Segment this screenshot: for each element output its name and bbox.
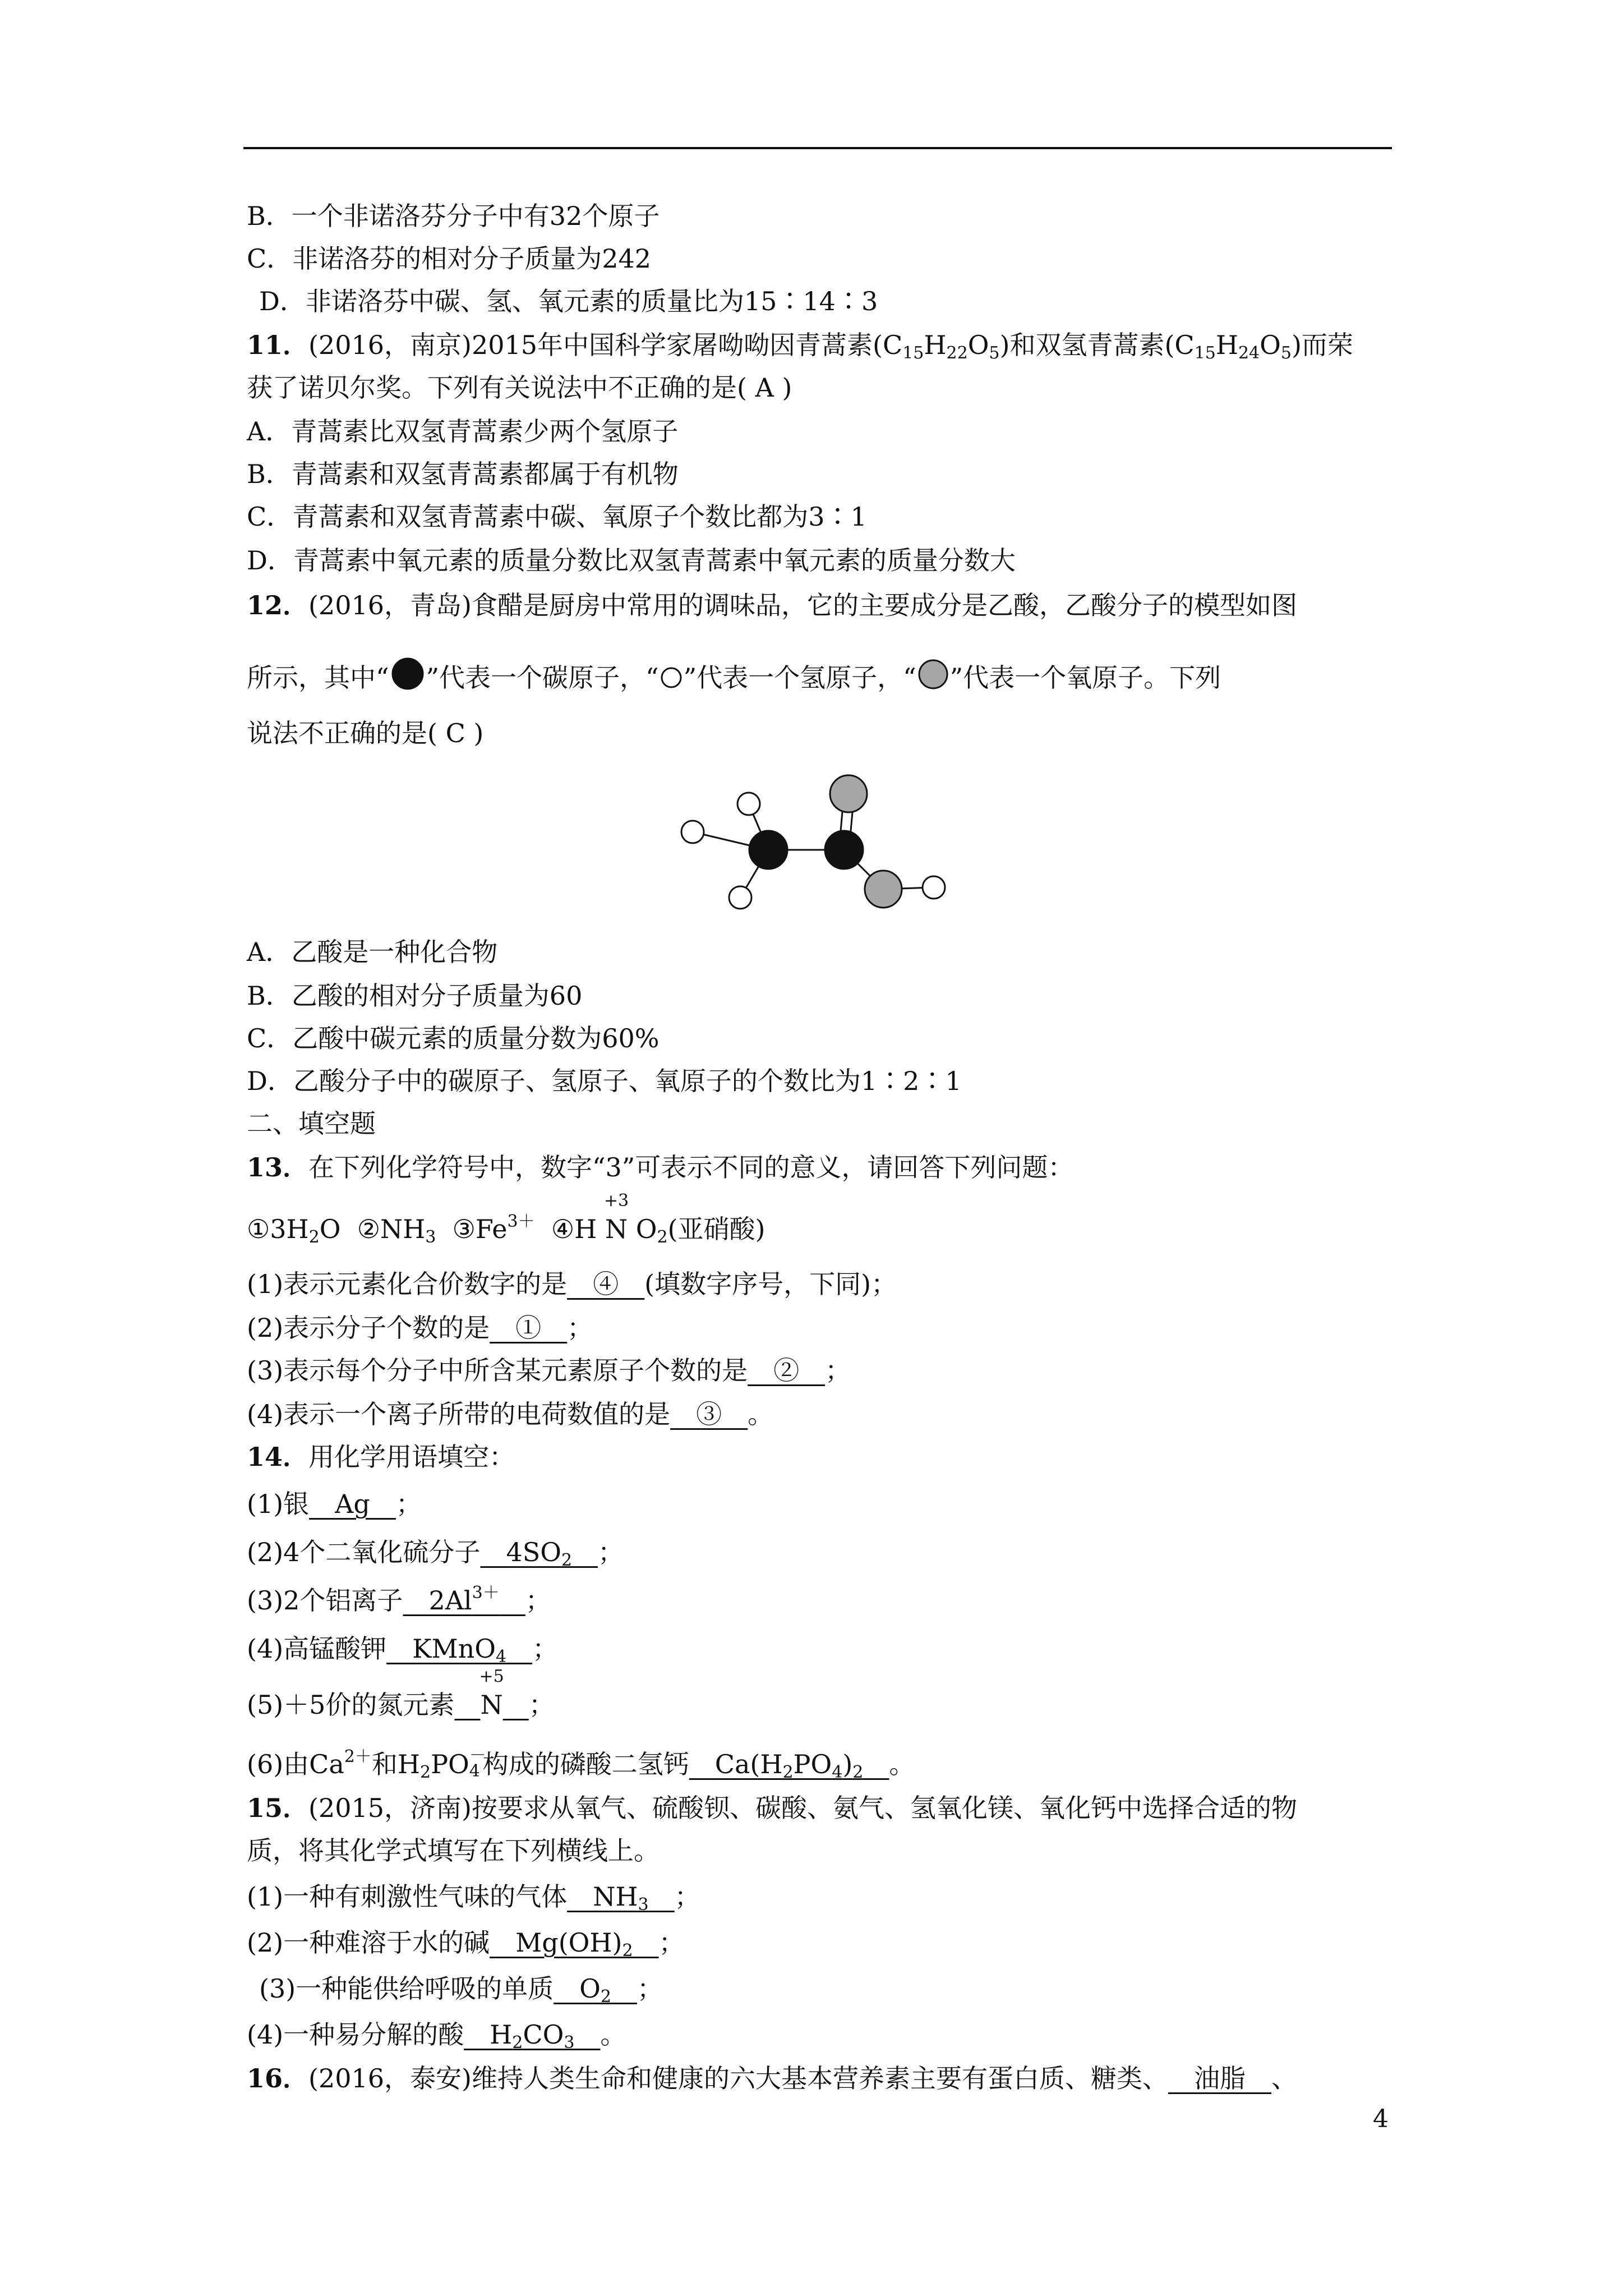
answer-text: __Mg(OH) [490,1927,623,1958]
prompt-text: 构成的磷酸二氢钙 [482,1749,689,1779]
q11-option-c: C．青蒿素和双氢青蒿素中碳、氧原子个数比都为3∶1 [247,501,867,532]
section-heading: 二、填空题 [247,1108,376,1139]
q11-option-d: D．青蒿素中氧元素的质量分数比双氢青蒿素中氧元素的质量分数大 [247,545,1016,576]
stem-text: (2016，青岛)食醋是厨房中常用的调味品，它的主要成分是乙酸，乙酸分子的模型如图 [308,590,1297,620]
q15-part-2 [247,1925,1396,1960]
prompt-text: ； [532,1634,559,1664]
q14-part-3 [247,1583,1396,1618]
answer-blank [386,1634,533,1667]
element-symbol: N [480,1690,503,1720]
answer-blank: __②__ [748,1355,826,1386]
prompt-text: ； [598,1537,624,1567]
answer-blank [454,1667,529,1720]
symbol-3: ③Fe [452,1214,508,1244]
prompt-text: ； [525,1585,551,1616]
oxygen-atom-icon [916,659,950,690]
q15-part-4 [247,2017,1396,2052]
q11-option-a: A．青蒿素比双氢青蒿素少两个氢原子 [247,416,679,447]
valence-marked-element [603,1191,629,1246]
header-rule [243,147,1392,149]
answer-text: __4SO [480,1537,561,1567]
oxygen-atom [830,775,867,812]
answer-text: __ [863,1749,889,1779]
carbon-atom [825,831,863,869]
symbol-4: ④H [551,1214,597,1244]
prompt-text: 。 [600,2019,626,2050]
answer-text: __ [454,1690,481,1720]
answer-blank: __③__ [670,1399,748,1429]
stem-text: 在下列化学符号中，数字“3”可表示不同的意义，请回答下列问题： [308,1152,1074,1182]
stem-text: ”代表一个氢原子，“ [683,662,916,693]
q13-part-1 [247,1267,1396,1301]
answer-text: PO [793,1749,832,1779]
q14-part-6 [247,1747,1396,1782]
q13-symbols [247,1191,1396,1247]
subscript: 2 [782,1763,794,1782]
q13-part-2 [247,1310,1396,1345]
answer-text: __H [464,2019,513,2050]
prompt-text: 和H [371,1749,420,1779]
superscript: 2＋ [344,1747,372,1766]
question-number: 12． [247,590,309,620]
answer-blank [490,1927,659,1961]
stem-text: 用化学用语填空： [308,1442,515,1472]
answer-text: __ [572,1537,598,1567]
prompt-text: ； [674,1881,700,1912]
hydrogen-atom-icon [659,665,684,690]
q14-part-4 [247,1631,1396,1666]
subscript: 2 [308,1227,320,1247]
stem-text: (2016，南京)2015年中国科学家屠呦呦因青蒿素( [308,330,883,360]
oxygen-atom [865,871,902,908]
stem-text: )和双氢青蒿素( [999,330,1175,360]
prompt-text: (2)4个二氧化硫分子 [247,1537,481,1567]
prompt-text: (3)2个铝离子 [247,1585,403,1616]
stem-text: (2015，济南)按要求从氧气、硫酸钡、碳酸、氨气、氢氧化镁、氧化钙中选择合适的物 [308,1793,1297,1823]
carbon-atom-icon [389,657,426,690]
carbon-atom [749,831,787,869]
q14-stem [247,1439,1396,1474]
page-number: 4 [1373,2105,1389,2133]
prompt-text: (1)表示元素化合价数字的是 [247,1269,568,1299]
prompt-text: (1)一种有刺激性气味的气体 [247,1881,568,1912]
prompt-text: ； [395,1489,422,1519]
prompt-text: PO [431,1749,469,1779]
answer-text: ) [842,1749,853,1779]
hydrogen-atom [737,793,760,815]
subscript: 4 [495,1647,507,1667]
hydrogen-atom [729,886,751,909]
superscript: 3＋ [472,1583,500,1603]
subscript: 22 [946,343,968,363]
answer-blank [403,1585,525,1616]
prompt-text: (2)一种难溶于水的碱 [247,1927,490,1958]
prompt-text: (3)表示每个分子中所含某元素原子个数的是 [247,1355,748,1386]
answer-blank [689,1749,889,1782]
stem-text: )而荣 [1291,330,1353,360]
q11-option-b: B．青蒿素和双氢青蒿素都属于有机物 [247,459,679,489]
acetic-acid-molecule-model [662,760,976,940]
answer-text: __Ca(H [689,1749,783,1779]
q13-stem [247,1150,1396,1185]
prompt-text: (3)一种能供给呼吸的单质 [259,1973,554,2004]
subscript: 2 [420,1763,431,1782]
subscript: 2 [622,1941,633,1961]
hydrogen-atom [923,876,945,899]
q11-stem-line1 [247,328,1396,362]
answer-text: __ [611,1973,637,2004]
prompt-text: ； [825,1355,851,1386]
prompt-text: (1)银 [247,1489,310,1519]
prompt-text: (4)高锰酸钾 [247,1634,387,1664]
q13-part-4 [247,1397,1396,1432]
q14-part-2 [247,1535,1396,1570]
answer-text: __O [554,1973,601,2004]
prompt-text: ； [528,1690,555,1720]
answer-text: __ [633,1927,659,1958]
answer-text: __ [502,1690,529,1720]
prompt-text: (填数字序号，下同)； [644,1269,897,1299]
subscript: 3 [425,1227,436,1247]
q12-stem-line1 [247,588,1396,623]
answer-text: __2Al [403,1585,472,1616]
q10-option-c: C．非诺洛芬的相对分子质量为242 [247,243,651,274]
q16-stem [247,2061,1396,2096]
q12-option-a: A．乙酸是一种化合物 [247,937,498,967]
formula-part: O [967,330,989,360]
superscript: 3＋ [507,1212,535,1231]
hydrogen-atom [681,821,704,843]
question-number: 15． [247,1793,309,1823]
ion-sup-sub [469,1746,486,1781]
prompt-text: (2)表示分子个数的是 [247,1313,490,1343]
question-number: 11． [247,330,309,360]
q12-stem-line2 [247,657,1396,695]
q15-part-1 [247,1879,1396,1914]
symbol-1: ①3H [247,1214,309,1244]
q12-option-d: D．乙酸分子中的碳原子、氢原子、氧原子的个数比为1∶2∶1 [247,1066,962,1096]
answer-blank: __油脂__ [1168,2063,1271,2093]
formula-part: C [883,330,903,360]
q12-stem-line3: 说法不正确的是( C ) [247,718,484,748]
subscript: 2 [561,1550,573,1570]
stem-text: 、 [1271,2063,1297,2093]
prompt-text: (5)＋5价的氮元素 [247,1690,455,1720]
valence-mark: +3 [603,1191,629,1211]
answer-text: __ [574,2019,601,2050]
stem-text: 所示，其中“ [247,662,389,693]
prompt-text: 。 [889,1749,915,1779]
symbol-4: O [635,1214,657,1244]
answer-blank [480,1537,598,1570]
superscript: － [469,1746,486,1765]
prompt-text: ； [637,1973,663,2004]
question-number: 14． [247,1442,309,1472]
answer-blank [567,1881,675,1915]
formula-part: H [1215,330,1238,360]
formula-part: C [1174,330,1195,360]
subscript: 2 [512,2033,523,2053]
subscript: 5 [1280,343,1292,363]
q15-stem-line2: 质，将其化学式填写在下列横线上。 [247,1835,660,1866]
prompt-text: ； [567,1313,593,1343]
answer-text: __ [499,1585,525,1616]
stem-text: ”代表一个碳原子，“ [426,662,659,693]
subscript: 2 [852,1763,864,1782]
subscript: 3 [638,1895,649,1915]
formula-part: H [924,330,947,360]
symbol-4: (亚硝酸) [667,1214,766,1244]
subscript: 2 [657,1227,668,1247]
question-number: 16． [247,2063,309,2093]
subscript: 15 [1194,343,1216,363]
prompt-text: ； [658,1927,685,1958]
subscript: 3 [564,2033,575,2053]
prompt-text: (4)表示一个离子所带的电荷数值的是 [247,1399,671,1429]
answer-blank: __④__ [567,1269,645,1299]
q14-part-1 [247,1487,1396,1521]
question-number: 13． [247,1152,309,1182]
answer-text: __ [648,1881,675,1912]
answer-text: __KMnO [386,1634,496,1664]
answer-blank [554,1973,637,2007]
stem-text: (2016，泰安)维持人类生命和健康的六大基本营养素主要有蛋白质、糖类、 [308,2063,1168,2093]
answer-text: __ [506,1634,533,1664]
valence-marked-element [479,1667,504,1722]
q10-option-d: D．非诺洛芬中碳、氢、氧元素的质量比为15∶14∶3 [259,286,878,316]
answer-blank [464,2019,601,2053]
subscript: 4 [469,1761,480,1781]
q13-part-3 [247,1353,1396,1388]
subscript: 5 [989,343,1000,363]
formula-part: O [1260,330,1281,360]
q14-part-5 [247,1667,1396,1722]
symbol-2: ②NH [357,1214,426,1244]
symbol-1: O [319,1214,341,1244]
q12-option-c: C．乙酸中碳元素的质量分数为60% [247,1023,660,1053]
answer-text: CO [523,2019,564,2050]
q15-stem-line1 [247,1791,1396,1825]
element-symbol: N [605,1214,628,1244]
q15-part-3 [259,1971,1409,2006]
answer-blank: __①__ [490,1313,568,1343]
subscript: 15 [902,343,924,363]
subscript: 24 [1238,343,1260,363]
subscript: 2 [600,1987,611,2007]
prompt-text: 。 [748,1399,774,1429]
q10-option-b: B．一个非诺洛芬分子中有32个原子 [247,201,660,231]
prompt-text: (6)由Ca [247,1749,344,1779]
answer-blank: __Ag__ [309,1489,396,1519]
valence-mark: +5 [479,1667,504,1686]
stem-text: ”代表一个氧原子。下列 [949,662,1221,693]
answer-text: __NH [567,1881,638,1912]
q12-option-b: B．乙酸的相对分子质量为60 [247,981,583,1011]
q11-stem-line2: 获了诺贝尔奖。下列有关说法中不正确的是( A ) [247,372,792,403]
subscript: 4 [832,1763,843,1782]
prompt-text: (4)一种易分解的酸 [247,2019,464,2050]
